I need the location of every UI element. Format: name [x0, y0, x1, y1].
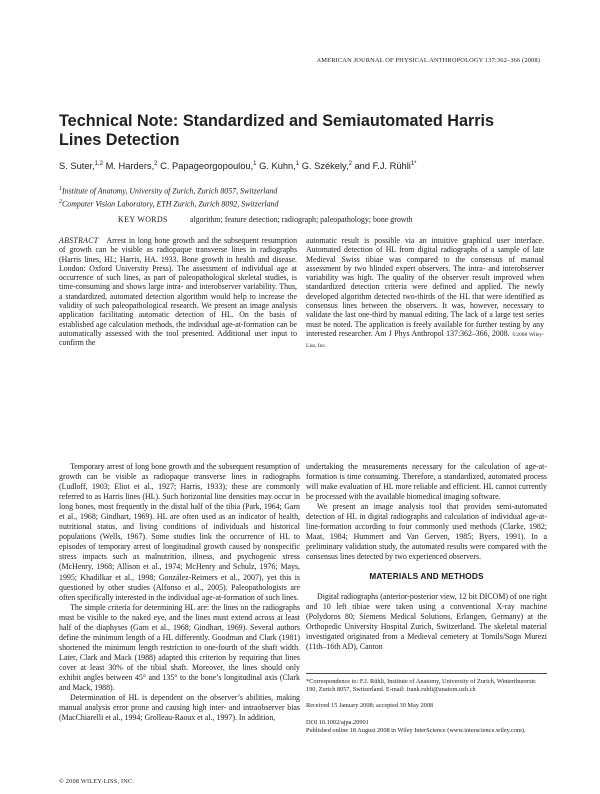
author-affiliation-marker: 1* — [410, 161, 417, 167]
abstract-right-column — [306, 236, 544, 352]
author: C. Papageorgopoulou, — [160, 161, 254, 172]
author: G. Székely, — [301, 161, 349, 172]
abstract-left-column — [59, 236, 297, 348]
author-affiliation-marker: 2 — [348, 161, 352, 167]
publisher-copyright: © 2008 WILEY-LISS, INC. — [59, 778, 135, 785]
body-right-column — [306, 462, 547, 652]
author-affiliation-marker: 1 — [295, 161, 300, 167]
paragraph: The simple criteria for determining HL are: the lines on the radiographs must be visible to the naked eye, and the lines must extend across at least half of the diaphyses (Garn et al., 1968; Gindhart, 1969). Several authors define the minimum length of a HL differently. Goodman and Clark (1981) shortened the minimum length restriction to one-fourth of the shaft width. Later, Clark and Mack (1988) adapted this criterion by requiring that lines cover at least 30% of the tibial shaft. Moreover, the lines should only exhibit angles between 45° and 135° to the bone’s longitudinal axis (Clark and Mack, 1988). — [59, 602, 300, 693]
received-dates: Received 15 January 2008; accepted 30 May 2008 — [306, 702, 434, 710]
author-affiliation-marker: 1 — [253, 161, 257, 167]
author-affiliation-marker: 2 — [154, 161, 158, 167]
author: S. Suter, — [59, 161, 95, 172]
paragraph: Temporary arrest of long bone growth and the subsequent resumption of growth can be visible as radiopaque transverse lines in radiographs (Ludloff, 1903; Eliot et al., 1927; Harris, 1933); these are commonly referred to as Harris lines (HL). Such horizontal line densities may occur in long bones, most frequently in the distal half of the tibia (Park, 1964; Garn et al., 1968; Gindhart, 1969). HL are often used as an indicator of health, nutritional status, and living conditions of individuals and historical populations (Wells, 1967). Some studies link the occurrence of HL to episodes of temporary arrest of longitudinal growth caused by nonspecific stress impacts such as malnutrition, illness, and psychogenic stress (McHenry, 1968; Allison et al., 1974; McHenry and Schulz, 1976; Mays, 1995; Khadilkar et al., 1998; González-Reimers et al., 2007), yet this is questioned by other studies (Alfonso et al., 2005). Paleopathologists are often specifically interested in the individual age-at-formation of such lines. — [59, 462, 300, 602]
running-head: AMERICAN JOURNAL OF PHYSICAL ANTHROPOLOGY 137:362–366 (2008) — [316, 57, 540, 64]
abstract-label: ABSTRACT — [59, 236, 99, 245]
affiliation: $^1$Institute of Anatomy, University of Zurich, Zurich 8057, Switzerland — [59, 186, 278, 196]
abstract-text: automatic result is possible via an intuitive graphical user interface. Automated detection of HL from digital radiographs of a sample of late Medieval Swiss tibiae was compared to the consensus of manual assessment by two blinded expert observers. The intra- and interobserver variability was high. The quality of the observer result improved when standardized detection criteria were defined and applied. The newly developed algorithm detected two-thirds of the HL that were identified as consensus lines between the observers. It was, however, necessary to validate the last one-third by manual editing. The lack of a large test series must be noted. The application is freely available for further testing by any interested researcher. Am J Phys Anthropol 137:362–366, 2008. — [306, 236, 544, 338]
author-list — [59, 158, 539, 172]
author: M. Harders, — [105, 161, 155, 172]
author: G. Kuhn, — [259, 161, 296, 172]
keywords — [118, 215, 548, 225]
doi: DOI 10.1002/ajpa.20901 — [306, 718, 369, 726]
article-title: Technical Note: Standardized and Semiautomated Harris Lines Detection — [59, 112, 495, 149]
keywords-text: algorithm; feature detection; radiograph; paleopathology; bone growth — [190, 215, 413, 224]
keywords-label: KEY WORDS — [118, 215, 168, 224]
section-heading: MATERIALS AND METHODS — [369, 572, 484, 582]
body-left-column — [59, 462, 300, 723]
paragraph: Digital radiographs (anterior-posterior view, 12 bit DICOM) of one right and 10 left tibiae were taken using a conventional X-ray machine (Polydoros 80; Siemens Medical Solutions, Erlangen, Germany) at the Orthopedic University Hospital Zurich, Switzerland. The skeletal material investigated originated from a Medieval cemetery at Tomils/Sogn Murezi (11th–16th AD), Canton — [306, 591, 547, 651]
paragraph: Determination of HL is dependent on the observer’s abilities, making manual analysis error prone and causing high inter- and intraobserver bias (MacChiarelli et al., 1994; Grolleau-Raoux et al., 1997). In addition, — [59, 693, 300, 723]
publication-note: Published online 18 August 2008 in Wiley InterScience (www.interscience.wiley.com). — [306, 726, 526, 734]
affiliations — [59, 184, 539, 210]
author-affiliation-marker: 1,2 — [94, 161, 104, 167]
footnotes — [306, 673, 547, 743]
paragraph: undertaking the measurements necessary for the calculation of age-at-formation is time consuming. Therefore, a standardized, automated process will make evaluation of HL more reliable and efficient. HL cannot currently be processed with the available biomedical imaging software. — [306, 462, 547, 502]
abstract-copyright: ©2008 Wiley-Liss, Inc. — [306, 331, 544, 350]
correspondence-note: *Correspondence to: F.J. Rühli, Institute of Anatomy, University of Zurich, Winterthurerstr. 190, Zurich 8057, Switzerland. E-mail: frank.ruhli@anatom.uzh.ch — [306, 678, 537, 694]
abstract-text: Arrest in long bone growth and the subsequent resumption of growth can be visible as radiopaque transverse lines in radiographs (Harris lines, HL; Harris, HA. 1933. Bone growth in health and disease. London: Oxford University Press). The assessment of individual age at occurrence of such lines, as part of paleopathological skeletal studies, is time-consuming and shows large intra- and interobserver variability. Thus, a standardized, automated detection algorithm would help to increase the validity of such paleopathological research. We present an image analysis application facilitating automatic detection of HL. On the basis of established age calculation methods, the individual age-at-formation can be automatically assessed with the tool presented. Additional user input to confirm the — [59, 236, 297, 348]
affiliation: $^2$Computer Vision Laboratory, ETH Zurich, Zurich 8092, Switzerland — [59, 199, 279, 209]
footnote-divider — [306, 673, 547, 674]
paragraph: We present an image analysis tool that provides semi-automated detection of HL in digital radiographs and calculation of individual age-at-line-formation according to four commonly used methods (Clarke, 1982; Maat, 1984; Hummert and Van Gerven, 1985; Byers, 1991). In a preliminary validation study, the automated results were compared with the consensus lines detected by two experienced observers. — [306, 502, 547, 562]
author: and F.J. Rühli — [354, 161, 411, 172]
